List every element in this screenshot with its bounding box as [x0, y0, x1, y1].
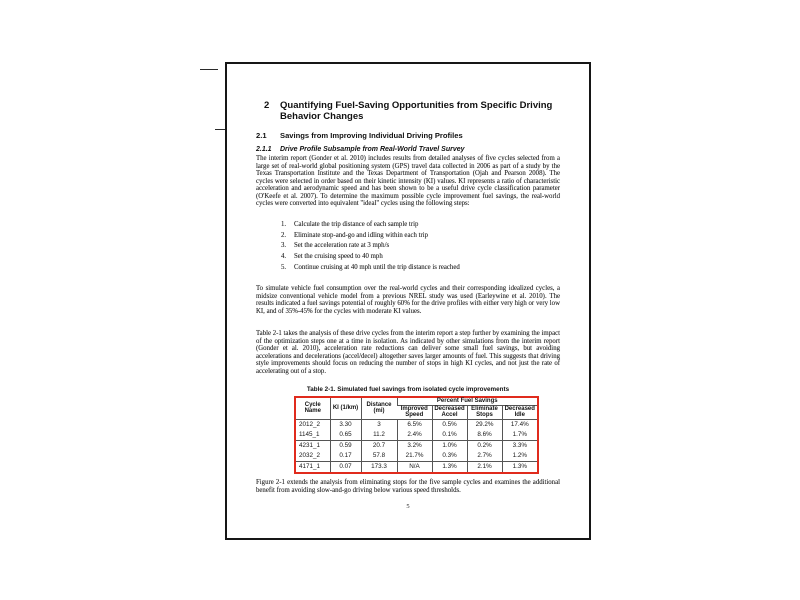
cell-improved-speed: 6.5%: [397, 419, 432, 430]
header-decreased-accel: Decreased Accel: [432, 405, 467, 419]
table-row: [296, 430, 537, 441]
table-caption: Table 2-1. Simulated fuel savings from isolated cycle improvements: [306, 386, 510, 393]
list-item-text: Set the cruising speed to 40 mph: [294, 253, 383, 261]
cell-eliminate-stops: 29.2%: [467, 419, 502, 430]
cell-cycle-name: 2032_2: [296, 451, 330, 462]
section-heading: [264, 100, 570, 122]
page-number: 5: [406, 503, 410, 510]
cell-cycle-name: 2012_2: [299, 421, 321, 429]
list-item-number: 2.: [281, 231, 287, 239]
cell-distance: 3: [361, 419, 397, 430]
list-item: [281, 221, 551, 229]
paragraph-simulation: To simulate vehicle fuel consumption over the real-world cycles and their corresponding idealized cycles, a midsize conventional vehicle model from a previous NREL study was used (Earleywine et al. 2010). The results indicated a fuel savings potential of roughly 60% for the drive profiles with either very high or very low KI, and of 35%-45% for the cycles with moderate KI values.: [256, 285, 560, 315]
subsection-title: Savings from Improving Individual Driving Profiles: [280, 131, 463, 140]
cell-distance: 173.3: [361, 461, 397, 472]
cell-ki: 3.30: [330, 419, 361, 430]
subsubsection-heading: [256, 145, 562, 154]
registration-mark-left-1: [200, 69, 218, 70]
header-eliminate-stops: Eliminate Stops: [467, 405, 502, 419]
header-ki: KI (1/km): [330, 398, 361, 419]
cell-cycle-name: 1145_1: [296, 430, 330, 441]
cell-decreased-idle: 17.4%: [502, 419, 537, 430]
cell-ki: 0.17: [330, 451, 361, 462]
header-percent-fuel-savings: Percent Fuel Savings: [397, 398, 537, 405]
cell-decreased-accel: 0.5%: [432, 419, 467, 430]
cell-ki: 0.65: [330, 430, 361, 441]
list-item: [281, 232, 551, 240]
header-cycle-name: Cycle Name: [296, 398, 330, 419]
subsection-heading: [256, 131, 562, 140]
section-number: 2: [264, 100, 270, 111]
section-title: Quantifying Fuel-Saving Opportunities from Specific Driving Behavior Changes: [280, 100, 553, 122]
table-row: [296, 440, 537, 451]
subsection-number: 2.1: [256, 131, 267, 140]
list-item: [281, 242, 551, 250]
paragraph-table-discussion: Table 2-1 takes the analysis of these drive cycles from the interim report a step further by examining the impact of the optimization steps one at a time in isolation. As indicated by other simulations from the interim report (Gonder et al. 2010), acceleration rate reductions can deliver some small fuel savings, but avoiding accelerations and decelerations (accel/decel) altogether saves larger amounts of fuel. This suggests that driving style improvements should focus on reducing the number of stops in high KI cycles, and not just the rate of accelerating out of a stop.: [256, 330, 560, 375]
cell-eliminate-stops: 2.7%: [467, 451, 502, 462]
cell-distance: 57.8: [361, 451, 397, 462]
header-improved-speed: Improved Speed: [397, 405, 432, 419]
list-item: [281, 253, 551, 261]
table-row: [296, 461, 537, 472]
table-row: [296, 419, 537, 430]
cell-improved-speed: 3.2%: [397, 440, 432, 451]
cell-improved-speed: 2.4%: [397, 430, 432, 441]
cell-cycle-name: 4231_1: [299, 442, 321, 450]
cell-improved-speed: 21.7%: [397, 451, 432, 462]
cell-decreased-idle: 1.2%: [502, 451, 537, 462]
cell-ki: 0.07: [330, 461, 361, 472]
table-header: [296, 398, 537, 419]
list-item-text: Set the acceleration rate at 3 mph/s: [294, 242, 390, 250]
list-item: [281, 264, 551, 272]
list-item-number: 3.: [281, 242, 287, 250]
cell-decreased-idle: 3.3%: [502, 440, 537, 451]
cell-decreased-accel: 0.3%: [432, 451, 467, 462]
cell-decreased-idle: 1.3%: [502, 461, 537, 472]
cell-decreased-idle: 1.7%: [502, 430, 537, 441]
cell-decreased-accel: 1.3%: [432, 461, 467, 472]
report-page: [225, 62, 591, 540]
highlighted-table-region: [294, 396, 539, 474]
list-item-text: Calculate the trip distance of each sample trip: [294, 221, 419, 228]
fuel-savings-table: [296, 398, 537, 472]
header-decreased-idle: Decreased Idle: [502, 405, 537, 419]
subsubsection-number: 2.1.1: [256, 146, 272, 153]
numbered-step-list: [281, 221, 551, 274]
list-item-number: 1.: [281, 221, 287, 228]
cell-distance: 20.7: [361, 440, 397, 451]
cell-decreased-accel: 1.0%: [432, 440, 467, 451]
list-item-text: Eliminate stop-and-go and idling within each trip: [294, 231, 429, 239]
header-distance: Distance (mi): [361, 398, 397, 419]
subsubsection-title: Drive Profile Subsample from Real-World Travel Survey: [280, 146, 465, 153]
cell-improved-speed: N/A: [397, 461, 432, 472]
paragraph-intro: The interim report (Gonder et al. 2010) includes results from detailed analyses of five cycles selected from a large set of real-world global positioning system (GPS) travel data collected in 2006 as part of a study by the Texas Transportation Institute and the Texas Department of Transportation (Ojah and Pearson 2008). The cycles were selected in order based on their kinetic intensity (KI) values. KI represents a ratio of characteristic acceleration and aerodynamic speed and has been shown to be a useful drive cycle classification parameter (O'Keefe et al. 2007). To determine the maximum possible cycle improvement fuel savings, the real-world cycles were converted into equivalent "ideal" cycles using the following steps:: [256, 155, 560, 207]
cell-distance: 11.2: [361, 430, 397, 441]
cell-cycle-name: 4171_1: [299, 463, 321, 471]
list-item-number: 5.: [281, 263, 287, 271]
list-item-number: 4.: [281, 253, 287, 261]
table-row: [296, 451, 537, 462]
cell-decreased-accel: 0.1%: [432, 430, 467, 441]
cell-eliminate-stops: 2.1%: [467, 461, 502, 472]
table-body: [296, 419, 537, 472]
cell-eliminate-stops: 0.2%: [467, 440, 502, 451]
cell-ki: 0.59: [330, 440, 361, 451]
list-item-text: Continue cruising at 40 mph until the trip distance is reached: [294, 263, 460, 271]
cell-eliminate-stops: 8.6%: [467, 430, 502, 441]
paragraph-figure-reference: Figure 2-1 extends the analysis from eliminating stops for the five sample cycles and examines the additional benefit from avoiding slow-and-go driving below various speed thresholds.: [256, 479, 560, 494]
